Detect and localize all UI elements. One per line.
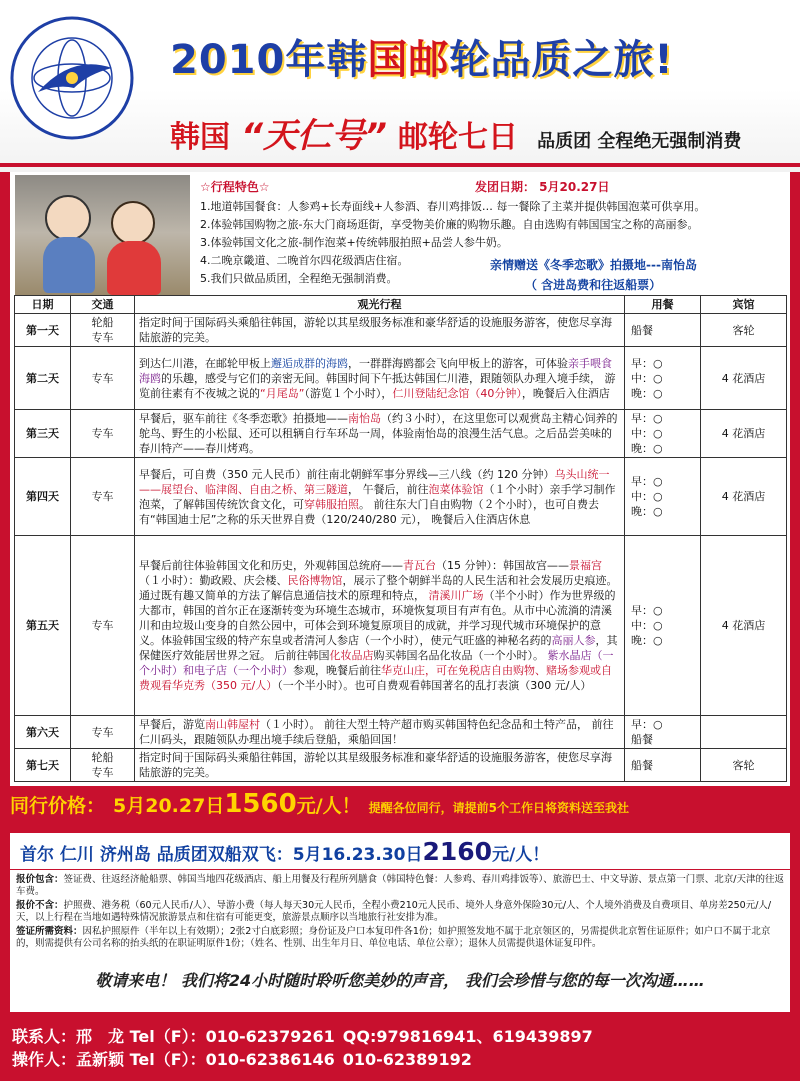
hotel-cell: 4 花酒店 — [701, 536, 787, 716]
contact-line-2 — [12, 1047, 480, 1070]
transport-cell: 轮船 专车 — [71, 749, 135, 782]
hotel-cell: 客轮 — [701, 749, 787, 782]
contact-line-1 — [12, 1024, 601, 1047]
dual-price-amount: 2160 — [422, 837, 493, 866]
feature-item: 1.地道韩国餐食：人参鸡+长寿面线+人参酒、春川鸡排饭… 每一餐除了主菜并提供韩国泡菜可供享用。 — [200, 200, 706, 213]
transport-cell: 轮船 专车 — [71, 314, 135, 347]
feature-item: 5.我们只做品质团，全程绝无强制消费。 — [200, 272, 398, 285]
transport-cell: 专车 — [71, 458, 135, 536]
plan-cell: 早餐后，可自费（350 元人民币）前往南北朝鲜军事分界线—三八线（约 120 分钟）乌头山统一——展望台、临津阁、自由之桥、第三隧道， 午餐后，前往泡菜体验馆（１个小时）亲手学习制作泡菜，了解韩国传统饮食文化，可穿韩服拍照。 前往东大门自由购物（２个小时），也可自费去有“韩国迪士尼”之称的乐天世界自费（120/240/280 元）， 晚餐后入住酒店休息 — [135, 458, 625, 536]
plan-cell: 到达仁川港，在邮轮甲板上邂逅成群的海鸥，一群群海鸥都会飞向甲板上的游客，可体验亲手喂食海鸥的乐趣，感受与它们的亲密无间。韩国时间下午抵达韩国仁川港，跟随领队办理入境手续， 游览前往素有不夜城之说的“月尾岛”（游览１个小时），仁川登陆纪念馆（40分钟），晚餐后入住酒店 — [135, 347, 625, 410]
meal-cell: 早：○ 中：○ 晚：○ — [625, 347, 701, 410]
header-banner — [0, 0, 800, 172]
transport-cell: 专车 — [71, 716, 135, 749]
meal-cell: 早：○ 船餐 — [625, 716, 701, 749]
price-label: 同行价格： — [10, 795, 106, 817]
features-title: ☆行程特色☆ — [200, 180, 270, 194]
meal-cell: 早：○ 中：○ 晚：○ — [625, 458, 701, 536]
contact-person-1: 联系人：邢 龙 Tel（F）：010-62379261 — [12, 1027, 335, 1046]
header-hotel: 宾馆 — [701, 296, 787, 314]
table-row — [15, 410, 787, 458]
table-row — [15, 458, 787, 536]
day-label: 第三天 — [15, 410, 71, 458]
subtitle-days: 邮轮七日 — [397, 120, 518, 155]
peer-price — [10, 789, 629, 819]
feature-item: 4.二晚京畿道、二晚首尔四花级酒店住宿。 — [200, 254, 409, 267]
transport-cell: 专车 — [71, 410, 135, 458]
subtitle-korea: 韩国 — [170, 120, 230, 155]
subtitle-ship-name: “天仁号” — [241, 116, 387, 156]
departure-date: 发团日期： 5月20.27日 — [475, 180, 610, 194]
price-unit: 元/人！ — [296, 795, 361, 817]
slogan: 敬请来电！ 我们将24小时随时聆听您美妙的声音， 我们会珍惜与您的每一次沟通…… — [10, 950, 790, 1012]
contact-person-2: 操作人：孟新颖 Tel（F）：010-62386146 — [12, 1050, 335, 1069]
gift-note: （ 含进岛费和往返船票） — [525, 278, 662, 292]
meal-cell: 船餐 — [625, 749, 701, 782]
travel-agency-logo — [8, 14, 136, 142]
meal-cell: 早：○ 中：○ 晚：○ — [625, 410, 701, 458]
itinerary-table — [14, 295, 787, 782]
price-note: 提醒各位同行，请提前5个工作日将资料送至我社 — [368, 801, 630, 815]
day-label: 第一天 — [15, 314, 71, 347]
day-label: 第四天 — [15, 458, 71, 536]
hotel-cell: 4 花酒店 — [701, 347, 787, 410]
day-label: 第五天 — [15, 536, 71, 716]
hotel-cell: 客轮 — [701, 314, 787, 347]
content-panel — [10, 172, 790, 786]
table-row — [15, 347, 787, 410]
subtitle — [170, 108, 741, 157]
dual-price-unit: 元/人！ — [492, 845, 550, 865]
term-excludes: 报价不含：护照费、港务税（60元人民币/人）、导游小费（每人每天30元人民币，全程小费210元人民币、境外人身意外保险30元/人、个人境外消费及自费项目、单房差250元/人/天，以上行程在当地如遇特殊情况旅游景点和住宿有可能更变，旅游景点顺序以当地旅行社安排为准。 — [16, 900, 772, 923]
term-includes: 报价包含：签证费、往返经济舱船票、韩国当地四花级酒店、船上用餐及行程所列膳食（韩国特色餐：人参鸡、春川鸡排饭等）、旅游巴士、中文导游、景点第一门票、北京/天津的往返车费。 — [16, 874, 784, 897]
feature-item: 2.体验韩国购物之旅-东大门商场逛街，享受物美价廉的购物乐趣。自由选购有韩国国宝之称的高丽参。 — [200, 218, 699, 231]
main-title: 2010年韩国邮轮品质之旅! — [170, 37, 674, 83]
plan-cell: 指定时间于国际码头乘船往韩国，游轮以其星级服务标准和豪华舒适的设施服务游客，使您尽享海陆旅游的完美。 — [135, 314, 625, 347]
terms-section — [10, 870, 790, 950]
header-divider — [0, 163, 800, 167]
table-row — [15, 536, 787, 716]
contact-tel-2: 010-62389192 — [342, 1050, 472, 1069]
dual-route-offer — [10, 833, 790, 869]
day-label: 第二天 — [15, 347, 71, 410]
header-transport: 交通 — [71, 296, 135, 314]
price-date: 5月20.27日 — [113, 795, 225, 817]
table-row — [15, 749, 787, 782]
plan-cell: 早餐后前往体验韩国文化和历史，外观韩国总统府——青瓦台（15 分钟）：韩国故宫——景福宫（１小时）：勤政殿、庆会楼、民俗博物馆，展示了整个朝鲜半岛的人民生活和社会发展历史痕迹。 通过既有趣又简单的方法了解信息通信技术的原理和特点， 清溪川广场（半个小时）作为世界级的大都市，韩国的首尔正在逐渐转变为环境生态城市，环境恢复项目有声有色。从市中心流淌的清溪川和由垃圾山变身的自然公园中，可体会到环境复原项目的成就，并学习现代城市环境保护的意义。体验韩国宝级的特产东皇或者清河人参店（一个小时），使元气旺盛的神秘名药的高丽人参，其保健医疗效能居世界之冠。 后前往韩国化妆品店购买韩国名品化妆品（一个小时）。 紫水晶店（一个小时）和电子店（一个小时）参观，晚餐后前往华克山庄，可在免税店自由购物、赌场参观或自费观看华克秀（350 元/人）（一个半小时）。也可自费观看韩国著名的乱打表演（300 元/人） — [135, 536, 625, 716]
day-label: 第七天 — [15, 749, 71, 782]
contact-qq: QQ:979816941、619439897 — [342, 1027, 593, 1046]
plan-cell: 早餐后，驱车前往《冬季恋歌》拍摄地——南怡岛（约３小时），在这里您可以观赏岛主精心饲养的鸵鸟、野生的小松鼠、还可以租辆自行车环岛一周，体验南怡岛的浪漫生活气息。之后品尝美味的春川特产——春川烤鸡。 — [135, 410, 625, 458]
gift-offer: 亲情赠送《冬季恋歌》拍摄地---南怡岛 — [490, 258, 697, 272]
hotel-cell: 4 花酒店 — [701, 458, 787, 536]
plan-cell: 早餐后，游览南山韩屋村（１小时）。 前往大型土特产超市购买韩国特色纪念品和土特产品， 前往仁川码头，跟随领队办理出境手续后登船，乘船回国！ — [135, 716, 625, 749]
transport-cell: 专车 — [71, 347, 135, 410]
tour-features — [200, 175, 785, 297]
meal-cell: 船餐 — [625, 314, 701, 347]
hotel-cell — [701, 716, 787, 749]
table-row — [15, 716, 787, 749]
header-itinerary: 观光行程 — [135, 296, 625, 314]
hotel-cell: 4 花酒店 — [701, 410, 787, 458]
plan-cell: 指定时间于国际码头乘船往韩国，游轮以其星级服务标准和豪华舒适的设施服务游客，使您尽享海陆旅游的完美。 — [135, 749, 625, 782]
dual-route-text: 首尔 仁川 济州岛 品质团双船双飞：5月16.23.30日 — [20, 845, 423, 865]
header-date: 日期 — [15, 296, 71, 314]
transport-cell: 专车 — [71, 536, 135, 716]
price-amount: 1560 — [224, 789, 297, 819]
subtitle-tag: 品质团 全程绝无强制消费 — [537, 131, 742, 152]
header-meals: 用餐 — [625, 296, 701, 314]
dolls-photo — [15, 175, 190, 295]
day-label: 第六天 — [15, 716, 71, 749]
table-row — [15, 314, 787, 347]
meal-cell: 早：○ 中：○ 晚：○ — [625, 536, 701, 716]
table-header-row — [15, 296, 787, 314]
feature-item: 3.体验韩国文化之旅-制作泡菜+传统韩服拍照+品尝人参牛奶。 — [200, 236, 508, 249]
term-visa: 签证所需资料：因私护照原件（半年以上有效期）；2张2寸白底彩照；身份证及户口本复印件各1份；如护照签发地不属于北京领区的，另需提供北京暂住证原件；如户口不属于北京的，则需提供有公司名称的抬头纸的在职证明原件1份；（姓名、性别、出生年月日、单位电话、单位公章）；退休人员需提供退休证复印件。 — [16, 926, 771, 949]
